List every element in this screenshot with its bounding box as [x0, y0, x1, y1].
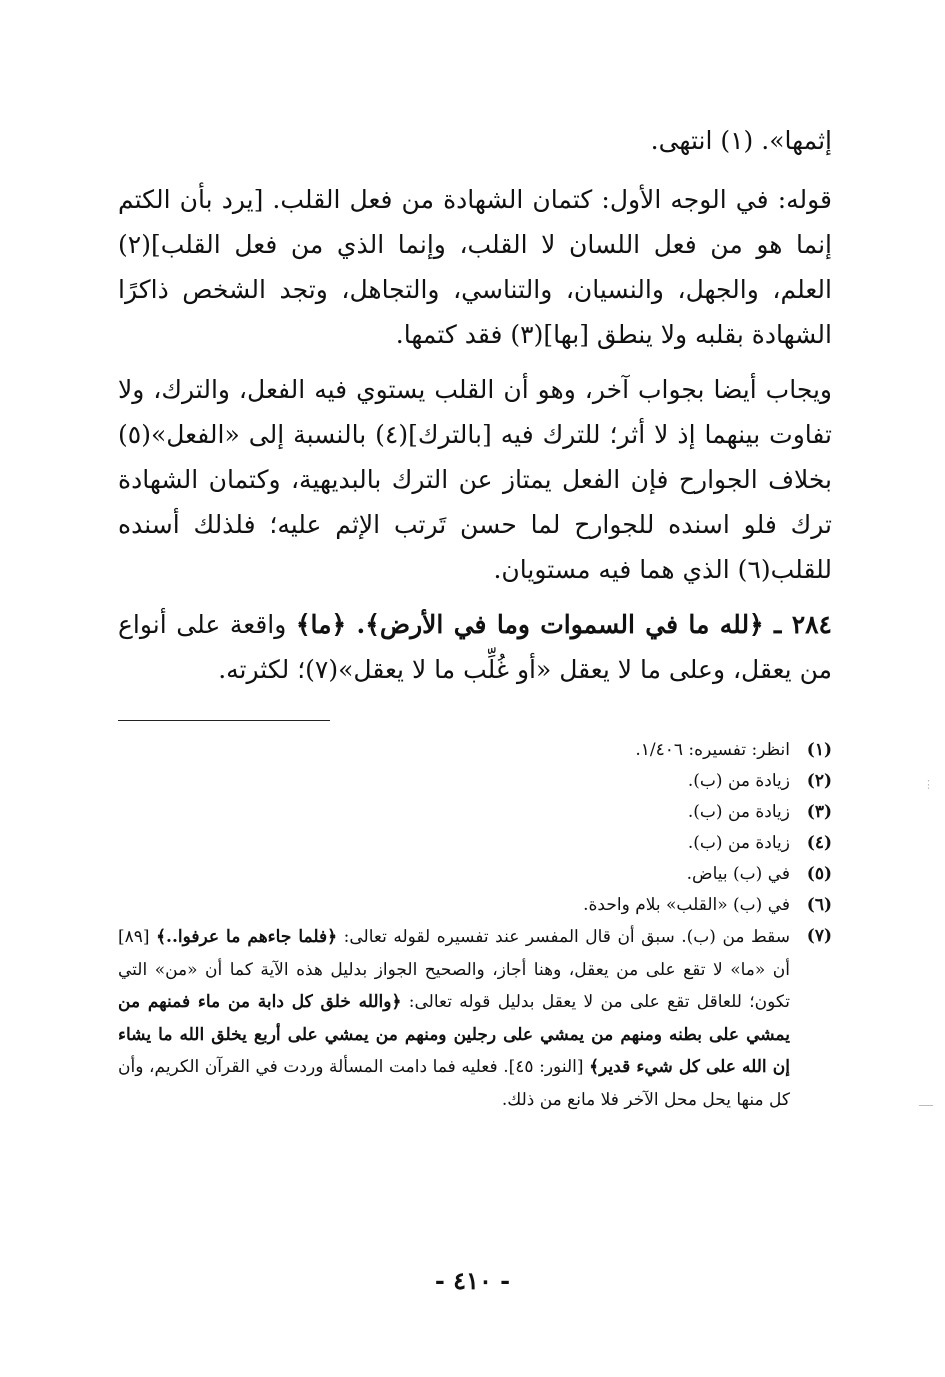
footnote-text: في (ب) بياض. [686, 864, 790, 884]
footnote-number: (٢) [806, 771, 832, 791]
paragraph-4 [118, 602, 832, 692]
paragraph-2: قوله: في الوجه الأول: كتمان الشهادة من فعل القلب. [يرد بأن الكتم إنما هو من فعل اللسان لا القلب، وإنما الذي من فعل القلب](٢) العلم، والجهل، والنسيان، والتناسي، والتجاهل، وتجد الشخص ذاكرًا الشهادة بقلبه ولا ينطق [بها](٣) فقد كتمها. [118, 185, 832, 349]
page-number: - ٤١٠ - [434, 1266, 511, 1295]
footnote-number: (٦) [806, 895, 832, 915]
footnote-number: (٣) [806, 802, 832, 822]
footnote-text: في (ب) «القلب» بلام واحدة. [583, 895, 790, 915]
footnote-number: (٤) [806, 833, 832, 853]
footnote-7-quote-2: ﴿والله خلق كل دابة من ماء فمنهم من يمشي على بطنه ومنهم من يمشي على رجلين ومنهم من يمشي على أربع يخلق الله ما يشاء إن الله على كل شيء قدير﴾ [118, 992, 790, 1077]
footnote-number: (٧) [806, 926, 832, 946]
footnote-2 [118, 766, 832, 797]
footnote-text: زيادة من (ب). [687, 833, 790, 853]
paragraph-1: إثمها». (١) انتهى. [650, 126, 832, 155]
footnote-number: (٥) [806, 864, 832, 884]
page-edge-dash [919, 1105, 933, 1106]
footnote-1 [118, 735, 832, 766]
footnote-text: زيادة من (ب). [687, 771, 790, 791]
footnote-6 [118, 890, 832, 921]
main-text [118, 118, 832, 702]
footnote-text: زيادة من (ب). [687, 802, 790, 822]
footnote-7-part-a: سقط من (ب). سبق أن قال المفسر عند تفسيره لقوله تعالى: [337, 927, 790, 947]
footnote-7-part-c: [٨٩] أن «ما» لا تقع على من يعقل، وهنا أجاز، والصحيح الجواز بدليل هذه الآية كما أن «من» التي تكون؛ للعاقل تقع على من لا يعقل بدليل قوله تعالى: [118, 927, 790, 1012]
footnote-3 [118, 797, 832, 828]
footnote-5 [118, 859, 832, 890]
verse-heading: ٢٨٤ ـ ﴿لله ما في السموات وما في الأرض﴾. ﴿ما﴾ [295, 610, 832, 639]
page-edge-mark: ⋮ [923, 778, 934, 791]
footnote-text: انظر: تفسيره: ١/٤٠٦. [635, 740, 790, 760]
footnote-4 [118, 828, 832, 859]
footnote-7-quote-1: ﴿فلما جاءهم ما عرفوا..﴾ [156, 927, 338, 947]
verse-commentary: واقعة على أنواع من يعقل، وعلى ما لا يعقل «أو غُلِّب ما لا يعقل»(٧)؛ لكثرته. [118, 610, 832, 684]
footnote-text [118, 921, 790, 1116]
footnotes [118, 735, 832, 1116]
paragraph-3: ويجاب أيضا بجواب آخر، وهو أن القلب يستوي فيه الفعل، والترك، ولا تفاوت بينهما إذ لا أثر؛ للترك فيه [بالترك](٤) بالنسبة إلى «الفعل»(٥) بخلاف الجوارح فإن الفعل يمتاز عن الترك بالبديهية، وكتمان الشهادة ترك فلو اسنده للجوارح لما حسن تَرتب الإثم عليه؛ فلذلك أسنده للقلب(٦) الذي هما فيه مستويان. [118, 375, 832, 584]
footnote-separator [118, 720, 330, 721]
footnote-number: (١) [806, 740, 832, 760]
footnote-7 [118, 921, 832, 1116]
footnote-7-part-e: [النور: ٤٥]. فعليه فما دامت المسألة وردت في القرآن الكريم، وأن كل منها يحل محل الآخر فلا مانع من ذلك. [118, 1057, 790, 1110]
